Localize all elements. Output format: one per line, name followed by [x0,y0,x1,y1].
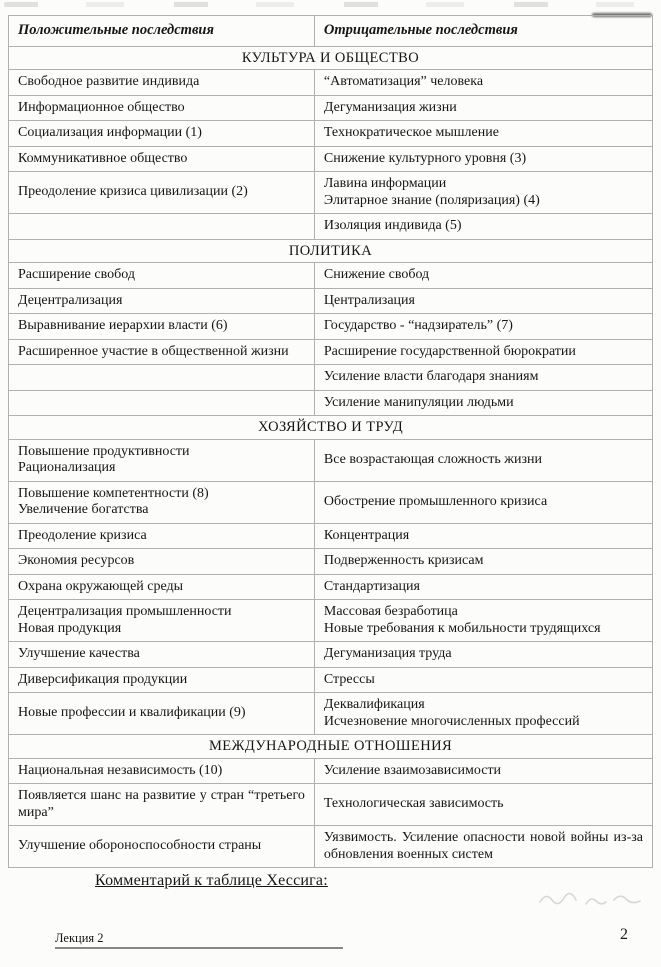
table-row [9,758,653,784]
cell-line: Децентрализация промышленности [18,604,232,619]
table-row [9,314,653,340]
cell-positive-consequence [9,642,315,668]
table-row [9,574,653,600]
page-number: 2 [620,926,628,943]
cell-line: Изоляция индивида (5) [323,218,462,233]
section-header-row [9,239,653,263]
table-row [9,667,653,693]
cell-line: Повышение компетентности (8) [18,485,209,501]
cell-line: Элитарное знание (поляризация) (4) [323,192,540,208]
cell-line: Усиление взаимозависимости [323,762,502,778]
cell-line: Дегуманизация жизни [323,99,457,115]
cell-positive-consequence [9,667,315,693]
cell-line: Увеличение богатства [18,502,149,517]
cell-line: Централизация [323,292,415,308]
cell-negative-consequence [314,549,652,575]
cell-line: Новая продукция [18,620,122,636]
table-row [9,288,653,314]
cell-line: Повышение продуктивности [18,443,190,459]
cell-line: Исчезновение многочисленных профессий [323,713,580,729]
cell-line: Расширение государственной бюрократии [323,343,576,359]
section-header-row [9,735,653,759]
cell-line: Снижение свобод [323,267,430,282]
cell-line: Появляется шанс на развитие у стран “третьего мира” [18,788,305,820]
table-row [9,693,653,735]
table-row [9,390,653,416]
scan-artifact-top [4,2,657,7]
cell-line: Все возрастающая сложность жизни [323,451,542,467]
cell-negative-consequence [314,758,652,784]
cell-negative-consequence [314,826,652,868]
cell-line: Уязвимость. Усиление опасности новой войны из-за обновления военных систем [323,830,643,862]
cell-line: Диверсификация продукции [18,671,188,687]
cell-line: Обострение промышленного кризиса [323,493,548,509]
table-header-row [9,16,653,47]
section-header-row [9,46,653,70]
footer-lecture-label: Лекция 2 [55,931,104,945]
comment-heading: Комментарий к таблице Хессига: [95,872,328,889]
column-header-negative: Отрицательные последствия [314,16,652,47]
table-row [9,439,653,481]
cell-line: Технологическая зависимость [323,796,504,812]
cell-negative-consequence [314,784,652,826]
section-title: МЕЖДУНАРОДНЫЕ ОТНОШЕНИЯ [9,735,653,759]
cell-positive-consequence [9,549,315,575]
table-row [9,481,653,523]
table-row [9,826,653,868]
cell-negative-consequence [314,214,652,240]
cell-line: Концентрация [323,527,410,543]
cell-line: Улучшение качества [18,646,140,661]
cell-line: Коммуникативное общество [18,150,188,166]
cell-positive-consequence [9,600,315,642]
cell-line: Социализация информации (1) [18,125,202,140]
cell-positive-consequence [9,758,315,784]
section-header-row [9,416,653,440]
hessig-table [8,15,653,868]
section-title: КУЛЬТУРА И ОБЩЕСТВО [9,46,653,70]
section-title: ПОЛИТИКА [9,239,653,263]
cell-line: Стрессы [323,671,375,687]
column-header-positive: Положительные последствия [9,16,315,47]
cell-line: Подверженность кризисам [323,553,484,568]
cell-positive-consequence [9,784,315,826]
cell-line: Лавина информации [323,176,447,191]
cell-line: Свободное развитие индивида [18,74,200,89]
cell-positive-consequence [9,439,315,481]
cell-positive-consequence [9,339,315,365]
cell-positive-consequence [9,95,315,121]
table-row [9,95,653,121]
table-row [9,784,653,826]
cell-line: Снижение культурного уровня (3) [323,150,527,166]
cell-negative-consequence [314,121,652,147]
cell-line: Технократическое мышление [323,125,499,140]
cell-negative-consequence [314,95,652,121]
cell-positive-consequence [9,121,315,147]
pencil-scribble [538,886,650,912]
cell-negative-consequence [314,146,652,172]
cell-positive-consequence [9,693,315,735]
table-row [9,146,653,172]
cell-line: Децентрализация [18,292,123,308]
cell-line: Новые профессии и квалификации (9) [18,705,246,721]
cell-line: Деквалификация [323,697,425,712]
cell-positive-consequence [9,390,315,416]
cell-positive-consequence [9,70,315,96]
cell-negative-consequence [314,365,652,391]
cell-negative-consequence [314,390,652,416]
cell-negative-consequence [314,288,652,314]
section-title: ХОЗЯЙСТВО И ТРУД [9,416,653,440]
cell-line: Расширенное участие в общественной жизни [18,343,289,359]
table-row [9,339,653,365]
cell-negative-consequence [314,339,652,365]
cell-negative-consequence [314,693,652,735]
table-row [9,549,653,575]
cell-positive-consequence [9,263,315,289]
cell-line: Государство - “надзиратель” (7) [323,318,513,333]
cell-negative-consequence [314,667,652,693]
cell-line: Экономия ресурсов [18,553,135,568]
cell-line: Рационализация [18,460,116,475]
cell-negative-consequence [314,172,652,214]
cell-line: Стандартизация [323,578,420,594]
cell-positive-consequence [9,146,315,172]
cell-line: Усиление манипуляции людьми [323,394,514,410]
cell-line: Улучшение обороноспособности страны [18,838,262,854]
cell-positive-consequence [9,214,315,240]
cell-negative-consequence [314,481,652,523]
cell-negative-consequence [314,70,652,96]
footer-rule [55,947,343,949]
cell-negative-consequence [314,574,652,600]
cell-line: Дегуманизация труда [323,646,452,661]
cell-line: Охрана окружающей среды [18,578,184,594]
table-row [9,263,653,289]
cell-negative-consequence [314,314,652,340]
cell-line: Информационное общество [18,99,185,115]
cell-line: Преодоление кризиса [18,527,147,543]
cell-line: Расширение свобод [18,267,135,282]
cell-positive-consequence [9,314,315,340]
table-row [9,172,653,214]
table-row [9,365,653,391]
cell-negative-consequence [314,439,652,481]
cell-positive-consequence [9,574,315,600]
cell-positive-consequence [9,172,315,214]
cell-positive-consequence [9,481,315,523]
table-row [9,70,653,96]
cell-line: Новые требования к мобильности трудящихся [323,620,601,636]
cell-negative-consequence [314,263,652,289]
table-row [9,214,653,240]
table-row [9,523,653,549]
cell-positive-consequence [9,365,315,391]
table-body [9,46,653,868]
cell-negative-consequence [314,642,652,668]
cell-positive-consequence [9,826,315,868]
cell-positive-consequence [9,523,315,549]
cell-line: Преодоление кризиса цивилизации (2) [18,184,248,200]
cell-positive-consequence [9,288,315,314]
cell-line: Массовая безработица [323,604,458,619]
table-row [9,121,653,147]
table-row [9,600,653,642]
cell-negative-consequence [314,600,652,642]
cell-line: Усиление власти благодаря знаниям [323,369,539,384]
cell-line: Национальная независимость (10) [18,762,223,778]
table-row [9,642,653,668]
cell-line: “Автоматизация” человека [323,74,484,89]
cell-negative-consequence [314,523,652,549]
cell-line: Выравнивание иерархии власти (6) [18,318,228,333]
